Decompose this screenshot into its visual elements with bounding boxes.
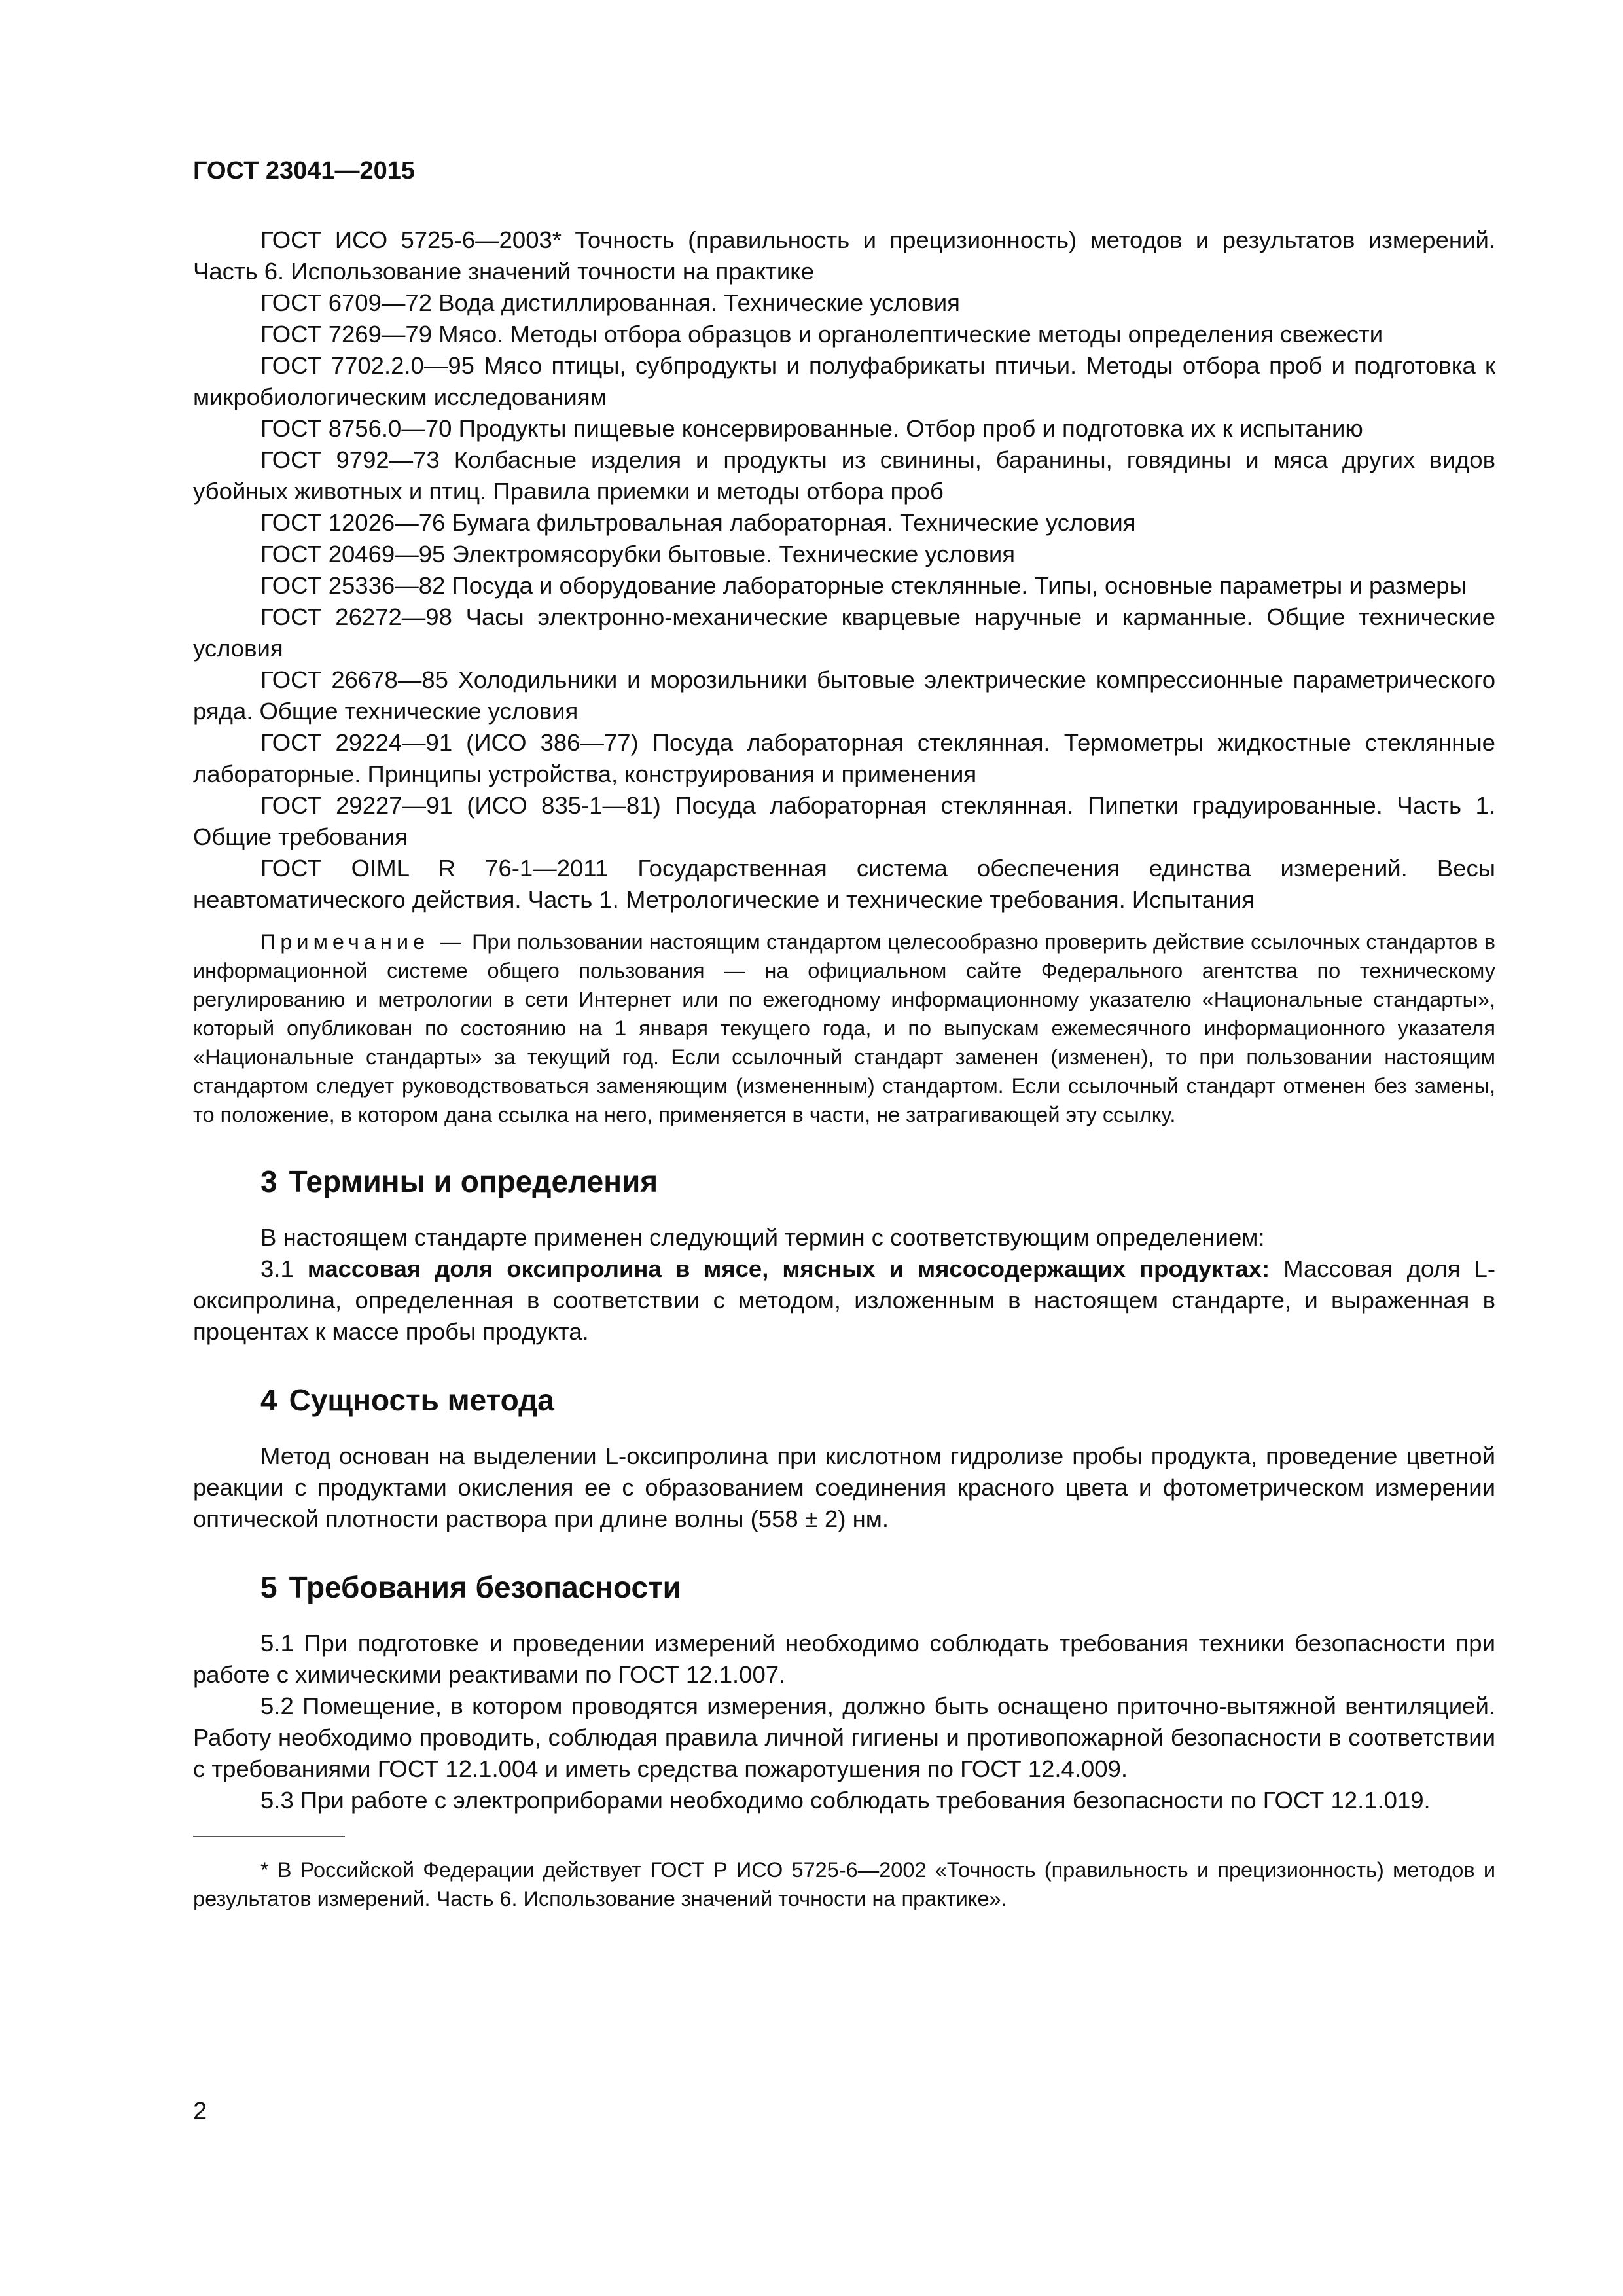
reference-title: Колбасные изделия и продукты из свинины, баранины, говядины и мяса других видов убойных животных и птиц. Правила приемки и методы отбора проб <box>193 446 1495 505</box>
reference-code: ГОСТ ИСО 5725-6—2003* <box>260 226 562 253</box>
reference-item <box>193 444 1495 507</box>
section-number: 3 <box>260 1164 277 1198</box>
reference-item <box>193 539 1495 570</box>
reference-code: ГОСТ 29227—91 (ИСО 835-1—81) <box>260 792 661 819</box>
reference-item <box>193 507 1495 539</box>
reference-code: ГОСТ 7269—79 <box>260 321 432 348</box>
document-page <box>193 157 1495 1913</box>
reference-title: Мясо птицы, субпродукты и полуфабрикаты птичьи. Методы отбора проб и подготовка к микробиологическим исследованиям <box>193 352 1495 410</box>
reference-code: ГОСТ 7702.2.0—95 <box>260 352 474 379</box>
reference-code: ГОСТ 25336—82 <box>260 572 446 599</box>
reference-item <box>193 853 1495 916</box>
reference-item <box>193 350 1495 413</box>
reference-item <box>193 601 1495 664</box>
term-definition-text: Массовая доля L-оксипролина, определенная в соответствии с методом, изложенным в настоящем стандарте, и выраженная в процентах к массе пробы продукта. <box>193 1255 1495 1345</box>
section-heading-terms <box>260 1162 1495 1201</box>
reference-item <box>193 570 1495 601</box>
reference-code: ГОСТ 26272—98 <box>260 603 452 630</box>
reference-code: ГОСТ OIML R 76-1—2011 <box>260 855 609 882</box>
safety-paragraph: 5.3 При работе с электроприборами необходимо соблюдать требования безопасности по ГОСТ 12.1.019. <box>260 1787 1431 1814</box>
term-definition <box>193 1253 1495 1348</box>
section-title: Термины и определения <box>289 1164 658 1198</box>
reference-title: Часы электронно-механические кварцевые наручные и карманные. Общие технические условия <box>193 603 1495 662</box>
reference-title: Вода дистиллированная. Технические условия <box>438 289 960 316</box>
reference-code: ГОСТ 29224—91 (ИСО 386—77) <box>260 729 639 756</box>
references-note <box>193 927 1495 1129</box>
reference-title: Мясо. Методы отбора образцов и органолептические методы определения свежести <box>438 321 1383 348</box>
reference-code: ГОСТ 12026—76 <box>260 509 446 536</box>
reference-item <box>193 413 1495 444</box>
reference-title: Посуда лабораторная стеклянная. Пипетки градуированные. Часть 1. Общие требования <box>193 792 1495 850</box>
reference-title: Электромясорубки бытовые. Технические условия <box>452 541 1016 567</box>
document-code: ГОСТ 23041—2015 <box>193 157 416 185</box>
reference-item <box>193 319 1495 350</box>
reference-title: Продукты пищевые консервированные. Отбор проб и подготовка их к испытанию <box>458 415 1363 442</box>
term-name: массовая доля оксипролина в мясе, мясных и мясосодержащих продуктах: <box>307 1255 1270 1282</box>
term-number: 3.1 <box>260 1255 294 1282</box>
safety-paragraph: 5.2 Помещение, в котором проводятся измерения, должно быть оснащено приточно-вытяжной вентиляцией. Работу необходимо проводить, соблюдая правила личной гигиены и противопожарной безопасности в соответствии с требованиями ГОСТ 12.1.004 и иметь средства пожаротушения по ГОСТ 12.4.009. <box>193 1693 1495 1782</box>
terms-intro: В настоящем стандарте применен следующий термин с соответствующим определением: <box>260 1224 1265 1251</box>
reference-item <box>193 790 1495 853</box>
section-number: 5 <box>260 1570 277 1604</box>
reference-title: Холодильники и морозильники бытовые электрические компрессионные параметрического ряда. Общие технические условия <box>193 666 1495 725</box>
reference-code: ГОСТ 9792—73 <box>260 446 440 473</box>
section-title: Требования безопасности <box>289 1570 681 1604</box>
page-number: 2 <box>193 2098 207 2125</box>
reference-item <box>193 224 1495 287</box>
footnote-divider <box>193 1836 345 1837</box>
note-label: Примечание — <box>260 930 466 954</box>
footnote: * В Российской Федерации действует ГОСТ Р ИСО 5725-6—2002 «Точность (правильность и прецизионность) методов и результатов измерений. Часть 6. Использование значений точности на практике». <box>193 1858 1495 1910</box>
reference-code: ГОСТ 8756.0—70 <box>260 415 452 442</box>
safety-paragraph: 5.1 При подготовке и проведении измерений необходимо соблюдать требования техники безопасности при работе с химическими реактивами по ГОСТ 12.1.007. <box>193 1630 1495 1688</box>
reference-code: ГОСТ 26678—85 <box>260 666 448 693</box>
normative-references-list <box>193 224 1495 916</box>
reference-title: Бумага фильтровальная лабораторная. Технические условия <box>452 509 1136 536</box>
section-number: 4 <box>260 1383 277 1417</box>
reference-title: Точность (правильность и прецизионность) методов и результатов измерений. Часть 6. Использование значений точности на практике <box>193 226 1495 285</box>
section-title: Сущность метода <box>289 1383 554 1417</box>
reference-title: Государственная система обеспечения единства измерений. Весы неавтоматического действия. Часть 1. Метрологические и технические требования. Испытания <box>193 855 1495 913</box>
reference-item <box>193 664 1495 727</box>
section-heading-safety <box>260 1568 1495 1607</box>
reference-item <box>193 287 1495 319</box>
note-text: При пользовании настоящим стандартом целесообразно проверить действие ссылочных стандартов в информационной системе общего пользования — на официальном сайте Федерального агентства по техническому регулированию и метрологии в сети Интернет или по ежегодному информационному указателю «Национальные стандарты», который опубликован по состоянию на 1 января текущего года, и по выпускам ежемесячного информационного указателя «Национальные стандарты» за текущий год. Если ссылочный стандарт заменен (изменен), то при пользовании настоящим стандартом следует руководствоваться заменяющим (измененным) стандартом. Если ссылочный стандарт отменен без замены, то положение, в котором дана ссылка на него, применяется в части, не затрагивающей эту ссылку. <box>193 930 1495 1126</box>
reference-title: Посуда лабораторная стеклянная. Термометры жидкостные стеклянные лабораторные. Принципы устройства, конструирования и применения <box>193 729 1495 787</box>
reference-item <box>193 727 1495 790</box>
method-description: Метод основан на выделении L-оксипролина при кислотном гидролизе пробы продукта, проведение цветной реакции с продуктами окисления ее с образованием соединения красного цвета и фотометрическом измерении оптической плотности раствора при длине волны (558 ± 2) нм. <box>193 1443 1495 1532</box>
reference-code: ГОСТ 6709—72 <box>260 289 432 316</box>
reference-code: ГОСТ 20469—95 <box>260 541 446 567</box>
reference-title: Посуда и оборудование лабораторные стеклянные. Типы, основные параметры и размеры <box>452 572 1467 599</box>
section-heading-method <box>260 1380 1495 1420</box>
